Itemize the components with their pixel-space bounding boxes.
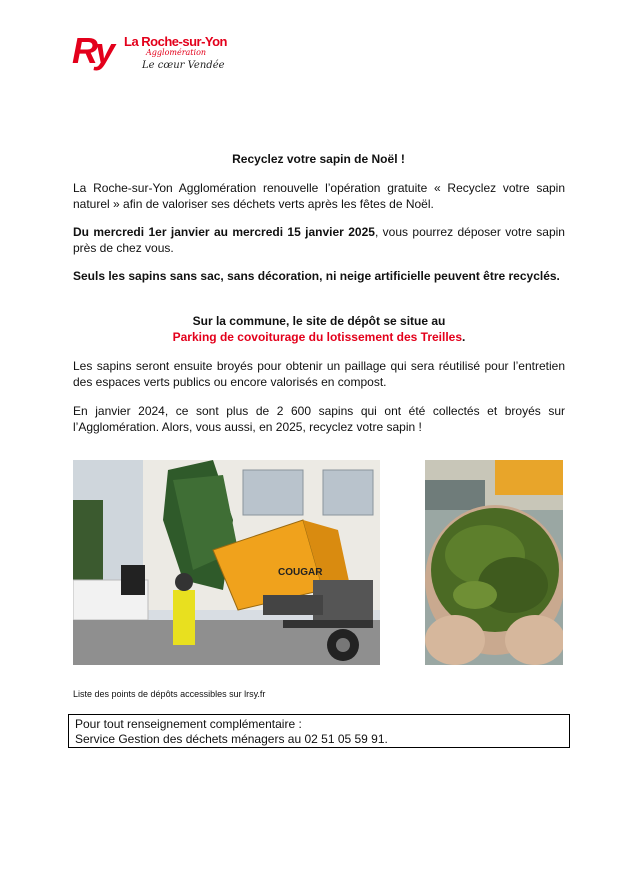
photo-wood-chipper bbox=[73, 460, 380, 665]
logo-name: La Roche-sur-Yon bbox=[124, 34, 227, 49]
stats-paragraph: En janvier 2024, ce sont plus de 2 600 sapins qui ont été collectés et broyés sur l’Agglomération. Alors, vous aussi, en 2025, recyclez votre sapin ! bbox=[73, 404, 565, 434]
broyage-paragraph: Les sapins seront ensuite broyés pour obtenir un paillage qui sera réutilisé pour l’entretien des espaces verts publics ou encore valorisés en compost. bbox=[73, 359, 565, 389]
contact-line2: Service Gestion des déchets ménagers au 02 51 05 59 91. bbox=[75, 732, 388, 746]
dates-rest: , vous pourrez déposer votre sapin près de chez vous. bbox=[73, 225, 565, 255]
wood-chipper-illustration bbox=[73, 460, 380, 665]
agglomeration-logo bbox=[72, 32, 242, 80]
contact-box bbox=[68, 714, 570, 748]
site-line2 bbox=[73, 329, 565, 345]
contact-line1: Pour tout renseignement complémentaire : bbox=[75, 717, 302, 731]
site-suffix: . bbox=[462, 330, 466, 344]
logo-tagline: Le cœur Vendée bbox=[142, 60, 225, 71]
mulch-illustration bbox=[425, 460, 563, 665]
site-paragraph bbox=[73, 313, 565, 345]
photo-mulch bbox=[425, 460, 563, 665]
logo-mark: Ry bbox=[72, 30, 113, 71]
intro-paragraph: La Roche-sur-Yon Agglomération renouvelle l’opération gratuite « Recyclez votre sapin naturel » afin de valoriser ses déchets verts après les fêtes de Noël. bbox=[73, 181, 565, 211]
dates-bold: Du mercredi 1er janvier au mercredi 15 janvier 2025 bbox=[73, 225, 375, 239]
caption-link: Liste des points de dépôts accessibles sur lrsy.fr bbox=[73, 689, 266, 699]
logo-sub: Agglomération bbox=[146, 48, 207, 57]
conditions-paragraph: Seuls les sapins sans sac, sans décoration, ni neige artificielle peuvent être recyclés. bbox=[73, 269, 560, 283]
machine-label: COUGAR bbox=[278, 567, 323, 578]
page-title: Recyclez votre sapin de Noël ! bbox=[232, 152, 405, 166]
site-location: Parking de covoiturage du lotissement des Treilles bbox=[172, 330, 463, 344]
site-line1: Sur la commune, le site de dépôt se situe au bbox=[192, 314, 446, 328]
dates-paragraph bbox=[73, 224, 565, 256]
